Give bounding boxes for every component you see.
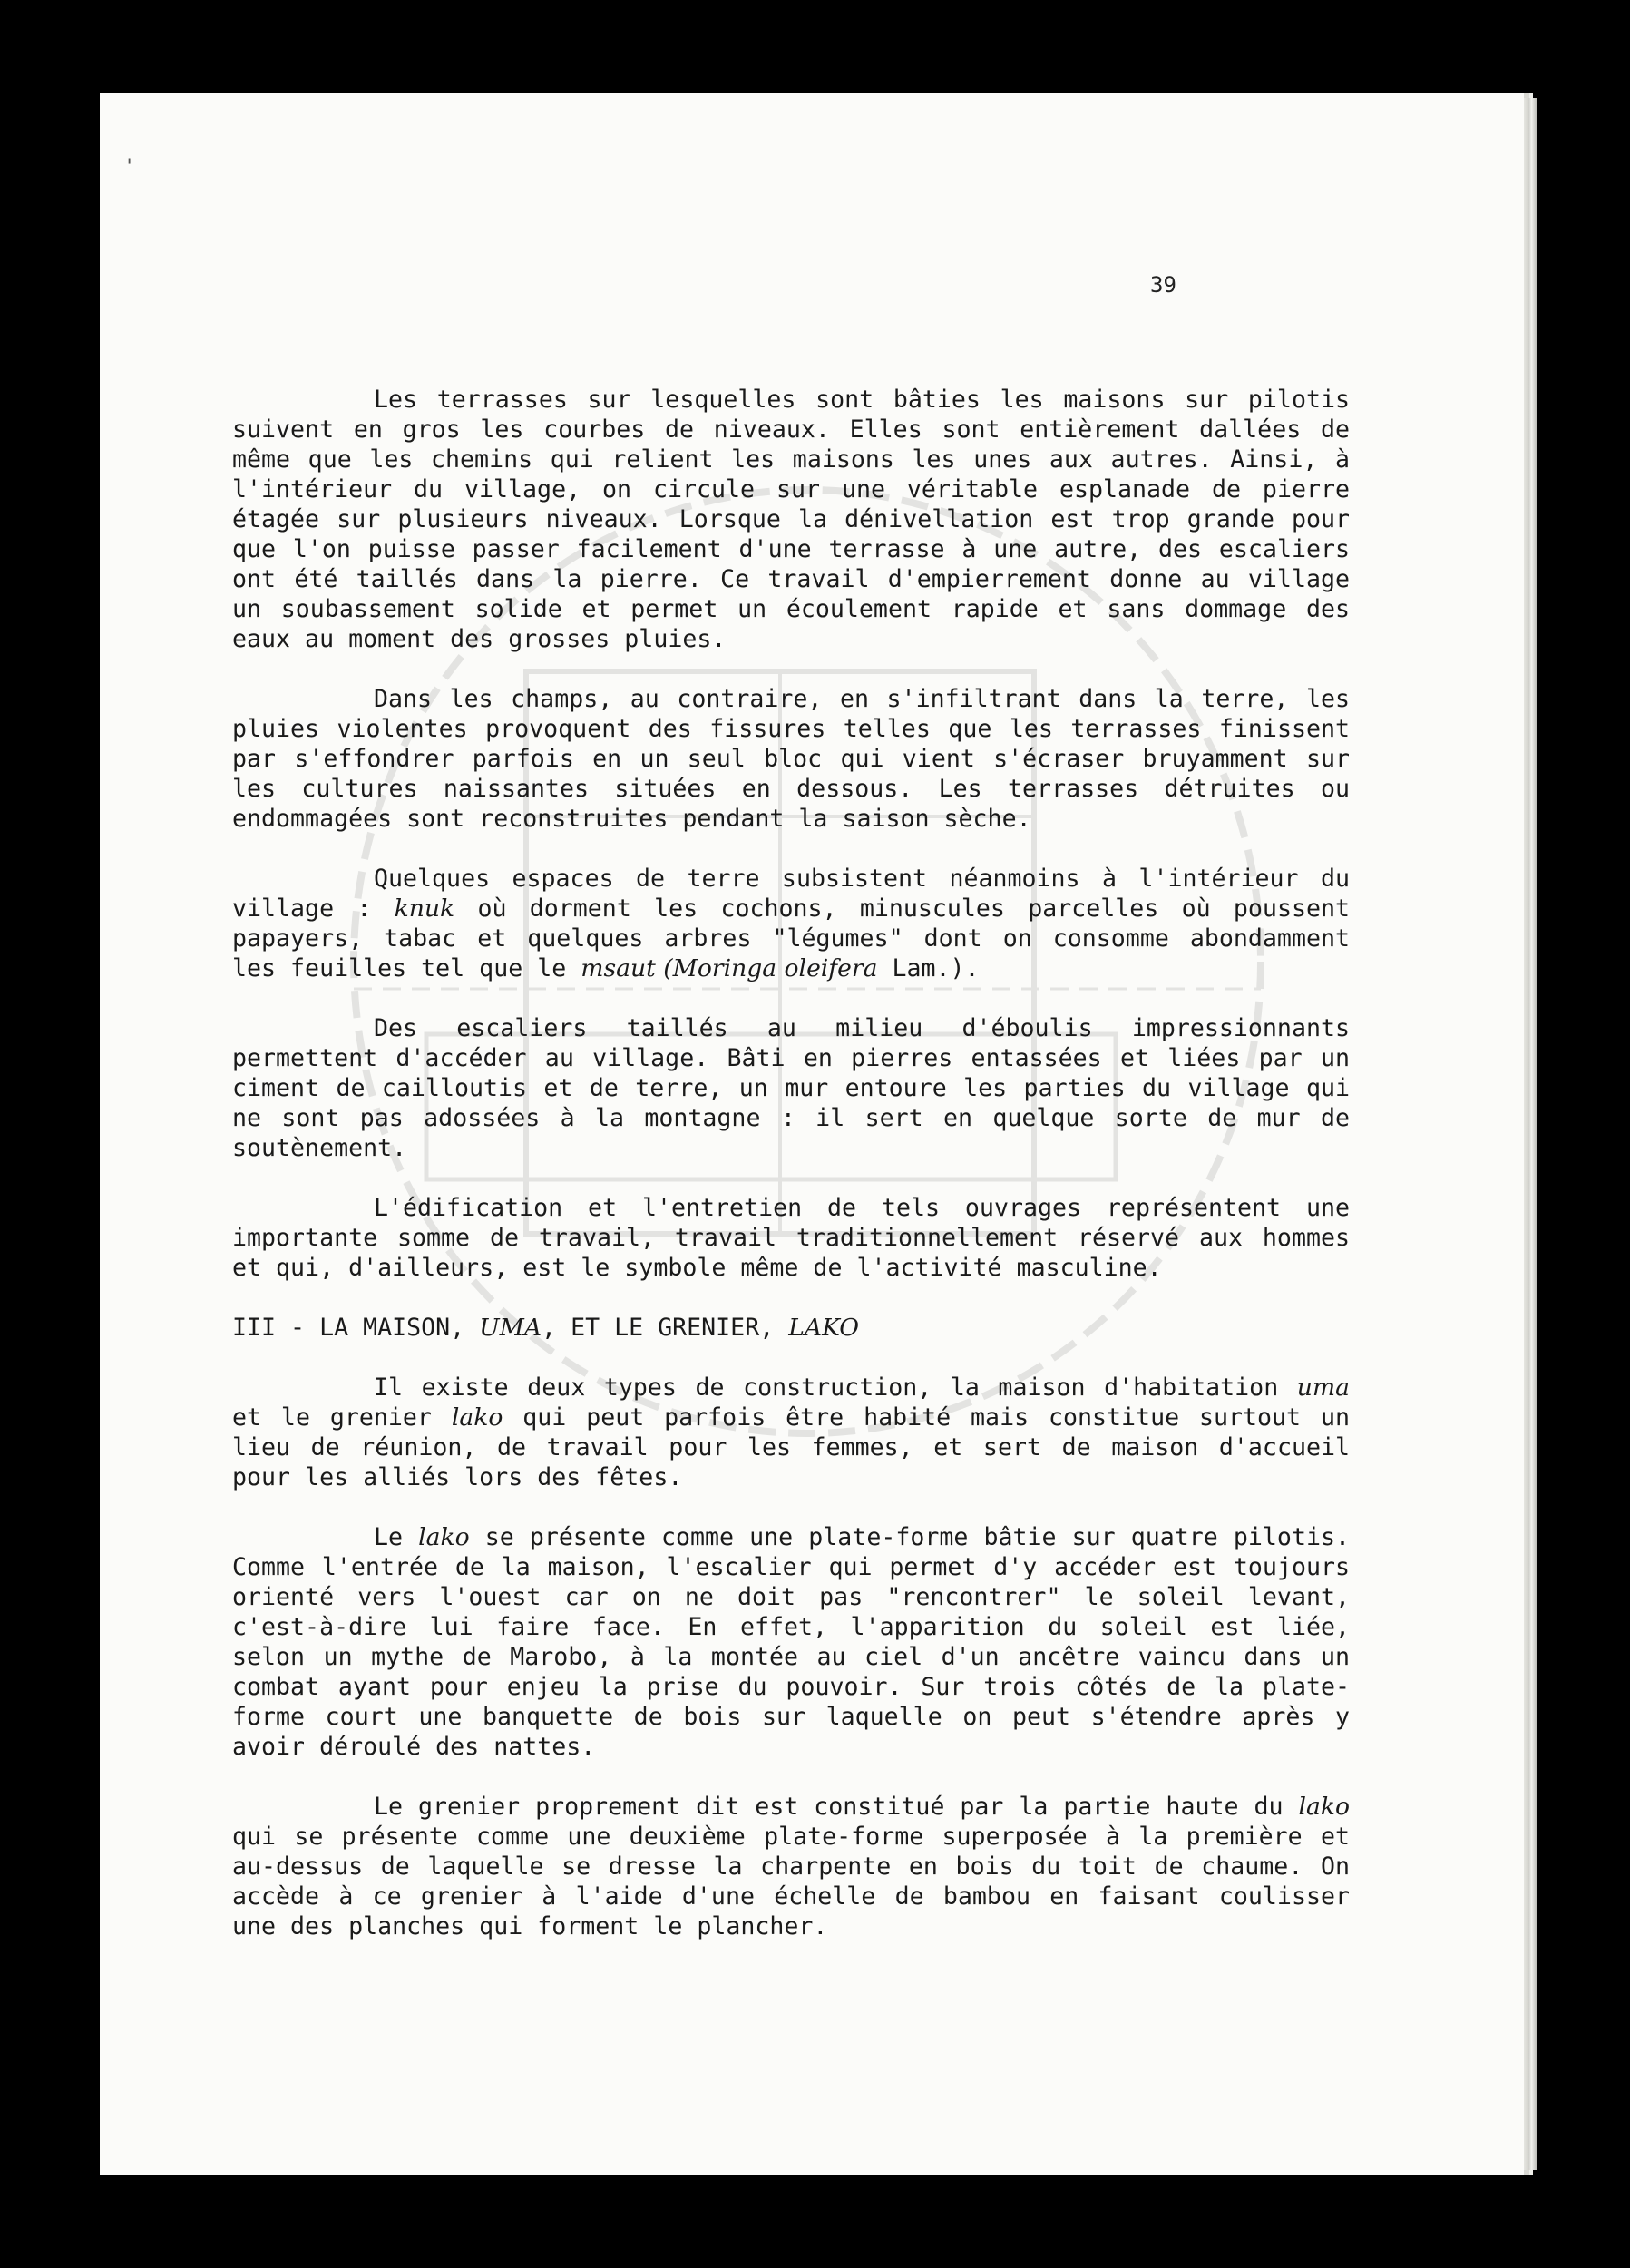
text-segment: Quelques espaces de terre subsistent néanmoins à l'intérieur du village : [232, 865, 1350, 923]
text-segment: qui peut parfois être habité mais constitue surtout un lieu de réunion, de travail pour les femmes, et sert de maison d'accueil pour les alliés lors des fêtes. [232, 1403, 1350, 1491]
stray-mark: ' [123, 156, 136, 179]
paragraph-lako [232, 1522, 1350, 1762]
page-number: 39 [1150, 272, 1176, 298]
text-segment: se présente comme une plate-forme bâtie sur quatre pilotis. Comme l'entrée de la maison, l'escalier qui permet d'y accéder est toujours orienté vers l'ouest car on ne doit pas "rencontrer" le soleil levant, c'est-à-dire lui faire face. En effet, l'apparition du soleil est liée, selon un mythe de Marobo, à la montée au ciel d'un ancêtre vaincu dans un combat ayant pour enjeu la prise du pouvoir. Sur trois côtés de la plate-forme court une banquette de bois sur laquelle on peut s'étendre après y avoir déroulé des nattes. [232, 1523, 1350, 1761]
page-edge [1524, 98, 1537, 2170]
paragraph-grenier [232, 1792, 1350, 1941]
heading-segment: , ET LE GRENIER, [542, 1314, 789, 1342]
heading-segment: III - LA MAISON, [232, 1314, 480, 1342]
text-segment: L'édification et l'entretien de tels ouvrages représentent une importante somme de travail, travail traditionnellement réservé aux hommes et qui, d'ailleurs, est le symbole même de l'activité masculine. [232, 1194, 1350, 1282]
text-segment: Des escaliers taillés au milieu d'éboulis impressionnants permettent d'accéder au village. Bâti en pierres entassées et liées par un ciment de cailloutis et de terre, un mur entoure les parties du village qui ne sont pas adossées à la montagne : il sert en quelque sorte de mur de soutènement. [232, 1014, 1350, 1162]
text-segment: Il existe deux types de construction, la maison d'habitation [374, 1374, 1297, 1402]
text-segment: Le [374, 1523, 419, 1551]
italic-term: lako [1298, 1793, 1350, 1821]
heading-italic-term: LAKO [788, 1314, 860, 1342]
body-text [232, 385, 1350, 1971]
heading-italic-term: UMA [479, 1314, 542, 1342]
paragraph-types [232, 1373, 1350, 1492]
italic-term: knuk [394, 894, 455, 923]
text-segment: qui se présente comme une deuxième plate-forme superposée à la première et au-dessus de laquelle se dresse la charpente en bois du toit de chaume. On accède à ce grenier à l'aide d'une échelle de bambou en faisant coulisser une des planches qui forment le plancher. [232, 1823, 1350, 1941]
text-segment: Le grenier proprement dit est constitué par la partie haute du [374, 1793, 1299, 1821]
section-heading [232, 1313, 1350, 1343]
italic-term: lako [418, 1523, 470, 1551]
paragraph-espaces [232, 864, 1350, 983]
paragraph-terrasses [232, 385, 1350, 654]
paragraph-escaliers [232, 1013, 1350, 1163]
italic-term: lako [451, 1403, 503, 1432]
text-segment: Dans les champs, au contraire, en s'infiltrant dans la terre, les pluies violentes provoquent des fissures telles que les terrasses finissent par s'effondrer parfois en un seul bloc qui vient s'écraser bruyamment sur les cultures naissantes situées en dessous. Les terrasses détruites ou endommagées sont reconstruites pendant la saison sèche. [232, 685, 1350, 833]
paragraph-edification [232, 1193, 1350, 1283]
italic-term: msaut (Moringa oleifera [581, 954, 878, 982]
text-segment: et le grenier [232, 1403, 452, 1432]
text-segment: où dorment les cochons, minuscules parcelles où poussent papayers, tabac et quelques arbres "légumes" dont on consomme abondamment les feuilles tel que le [232, 894, 1350, 982]
paragraph-champs [232, 684, 1350, 834]
text-segment: Lam.). [877, 954, 980, 982]
text-segment: Les terrasses sur lesquelles sont bâties les maisons sur pilotis suivent en gros les courbes de niveaux. Elles sont entièrement dallées de même que les chemins qui relient les maisons les unes aux autres. Ainsi, à l'intérieur du village, on circule sur une véritable esplanade de pierre étagée sur plusieurs niveaux. Lorsque la dénivellation est trop grande pour que l'on puisse passer facilement d'une terrasse à une autre, des escaliers ont été taillés dans la pierre. Ce travail d'empierrement donne au village un soubassement solide et permet un écoulement rapide et sans dommage des eaux au moment des grosses pluies. [232, 386, 1350, 653]
italic-term: uma [1296, 1374, 1350, 1402]
